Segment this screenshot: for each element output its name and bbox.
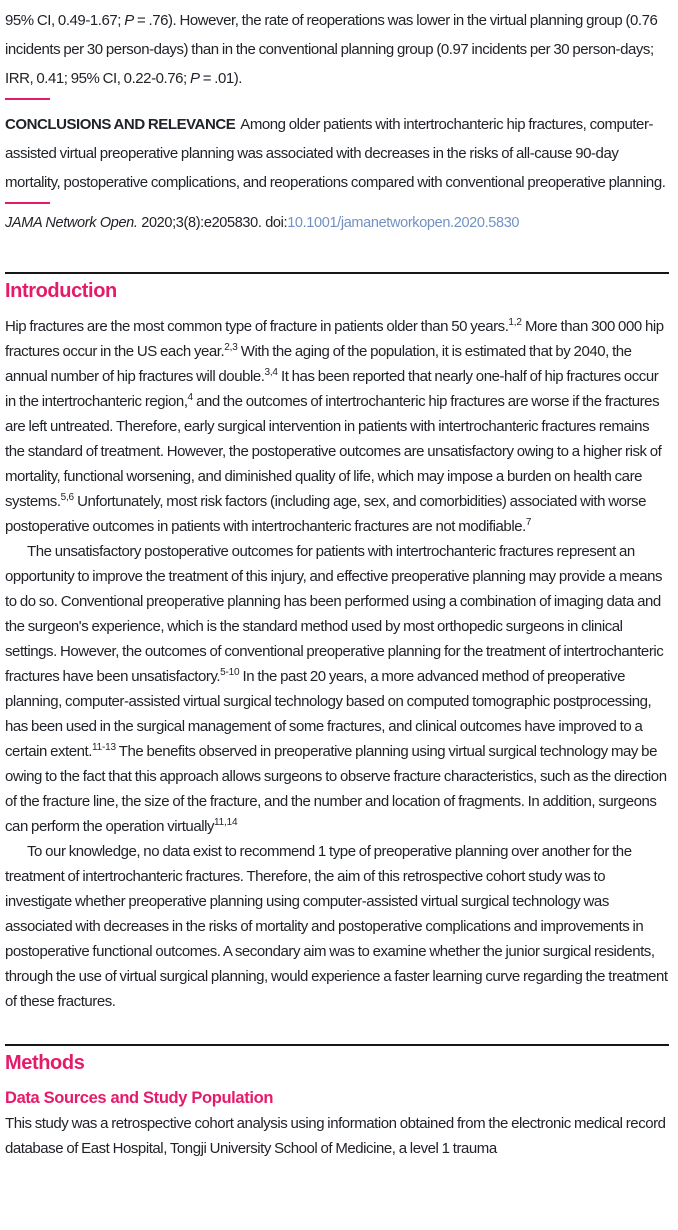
pink-divider-1 [5,98,50,100]
conclusions-paragraph [5,110,669,197]
conclusions-label: CONCLUSIONS AND RELEVANCE [5,116,236,133]
data-sources-subheading: Data Sources and Study Population [5,1089,274,1107]
abstract-results-paragraph: 95% CI, 0.49-1.67; P = .76). However, the rate of reoperations was lower in the virtual planning group (0.76 incidents per 30 person-days) than in the conventional planning group (0.97 incidents per 30 person-days; IRR, 0.41; 95% CI, 0.22-0.76; P = .01). [5,12,658,87]
citation-line [5,214,669,232]
conclusions-text: Among older patients with intertrochanteric hip fractures, computer-assisted virtual preoperative planning was associated with decreases in the risks of all-cause 90-day mortality, postoperative complications, and reoperations compared with conventional preoperative planning. [5,116,666,191]
intro-paragraph-3: To our knowledge, no data exist to recommend 1 type of preoperative planning over another for the treatment of intertrochanteric fractures. Therefore, the aim of this retrospective cohort study was to investigate whether preoperative planning using computer-assisted virtual surgical technology was associated with decreases in the risks of mortality and postoperative complications and improvements in postoperative functional outcomes. A secondary aim was to examine whether the junior surgical residents, through the use of virtual surgical planning, would experience a faster learning curve regarding the treatment of these fractures. [5,843,668,1010]
journal-name: JAMA Network Open. [5,215,138,231]
citation-detail: 2020;3(8):e205830. doi: [137,215,288,231]
methods-paragraph-1: This study was a retrospective cohort analysis using information obtained from the electronic medical record database of East Hospital, Tongji University School of Medicine, a level 1 trauma [5,1115,666,1157]
doi-link[interactable]: 10.1001/jamanetworkopen.2020.5830 [287,215,520,231]
introduction-heading: Introduction [5,280,117,302]
intro-paragraph-2: The unsatisfactory postoperative outcomes for patients with intertrochanteric fractures represent an opportunity to improve the treatment of this injury, and effective preoperative planning may provide a means to do so. Conventional preoperative planning has been performed using a combination of imaging data and the surgeon's experience, which is the standard method used by most orthopedic surgeons in clinical settings. However, the outcomes of conventional preoperative planning for the treatment of intertrochanteric fractures have been unsatisfactory.$^{5-10}$ In the past 20 years, a more advanced method of preoperative planning, computer-assisted virtual surgical technology based on computed tomographic postprocessing, has been used in the surgical management of some fractures, and clinical outcomes have improved to a certain extent.$^{11-13}$ The benefits observed in preoperative planning using virtual surgical technology may be owing to the fact that this approach allows surgeons to observe fracture characteristics, such as the direction of the fracture line, the size of the fracture, and the number and location of fragments. In addition, surgeons can perform the operation virtually$^{11,14}$ [5,543,667,835]
pink-divider-2 [5,202,50,204]
introduction-section-rule [5,272,669,274]
methods-heading: Methods [5,1052,85,1074]
intro-paragraph-1: Hip fractures are the most common type of fracture in patients older than 50 years.$^{1,2}$ More than 300 000 hip fractures occur in the US each year.$^{2,3}$ With the aging of the population, it is estimated that by 2040, the annual number of hip fractures will double.$^{3,4}$ It has been reported that nearly one-half of hip fractures occur in the intertrochanteric region,$^4$ and the outcomes of intertrochanteric hip fractures are worse if the fractures are left untreated. Therefore, early surgical intervention in patients with intertrochanteric fractures remains the standard of treatment. However, the postoperative outcomes are unsatisfactory owing to a higher risk of mortality, functional worsening, and diminished quality of life, which may impose a burden on health care systems.$^{5,6}$ Unfortunately, most risk factors (including age, sex, and comorbidities) associated with worse postoperative outcomes in patients with intertrochanteric fractures are not modifiable.$^7$ [5,317,664,535]
methods-section-rule [5,1044,669,1046]
